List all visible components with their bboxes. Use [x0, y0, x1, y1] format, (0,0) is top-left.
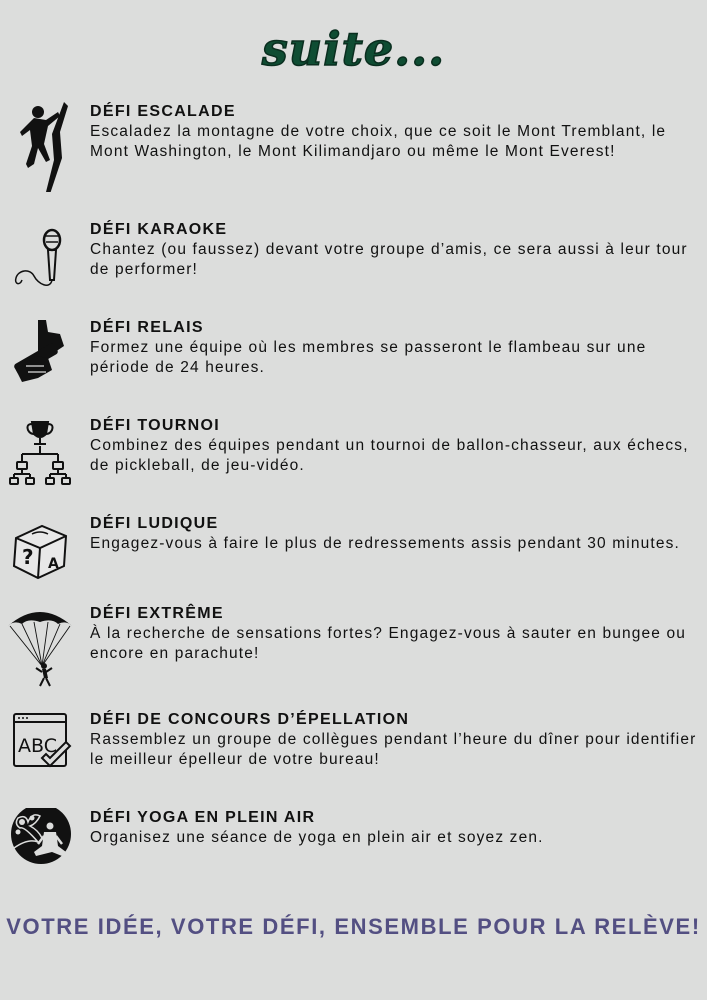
list-item: [0, 220, 707, 312]
item-description: Rassemblez un groupe de collègues pendant l’heure du dîner pour identifier le meilleur épelleur de votre bureau!: [90, 731, 697, 768]
list-item: [0, 710, 707, 802]
list-item: [0, 416, 707, 508]
item-heading: DÉFI KARAOKE: [90, 221, 228, 238]
list-item: [0, 318, 707, 410]
microphone-icon: [8, 220, 74, 310]
item-heading: DÉFI YOGA EN PLEIN AIR: [90, 809, 316, 826]
question-dice-icon: [8, 514, 74, 604]
list-item: [0, 102, 707, 194]
tournament-bracket-icon: [8, 416, 74, 506]
svg-text:?: ?: [22, 545, 34, 569]
item-description: Engagez-vous à faire le plus de redressements assis pendant 30 minutes.: [90, 535, 680, 552]
page-title: suite...: [261, 22, 446, 76]
list-item: [0, 808, 707, 900]
item-heading: DÉFI ESCALADE: [90, 103, 236, 120]
parachute-icon: [8, 604, 74, 694]
abc-checkmark-icon: [8, 710, 74, 800]
item-description: À la recherche de sensations fortes? Engagez-vous à sauter en bungee ou encore en parachute!: [90, 625, 687, 662]
yoga-meditation-icon: [8, 808, 74, 898]
item-description: Chantez (ou faussez) devant votre groupe d’amis, ce sera aussi à leur tour de performer!: [90, 241, 688, 278]
svg-text:A: A: [48, 556, 59, 572]
item-description: Combinez des équipes pendant un tournoi de ballon-chasseur, aux échecs, de pickleball, de jeu-vidéo.: [90, 437, 689, 474]
svg-text:ABC: ABC: [18, 735, 57, 757]
item-heading: DÉFI TOURNOI: [90, 417, 220, 434]
list-item: [0, 514, 707, 606]
item-description: Formez une équipe où les membres se passeront le flambeau sur une période de 24 heures.: [90, 339, 647, 376]
item-heading: DÉFI DE CONCOURS D’ÉPELLATION: [90, 711, 410, 728]
item-description: Organisez une séance de yoga en plein air et soyez zen.: [90, 829, 544, 846]
relay-baton-icon: [8, 318, 74, 408]
list-item: [0, 604, 707, 696]
rock-climber-icon: [8, 102, 74, 192]
item-heading: DÉFI RELAIS: [90, 319, 204, 336]
footer-slogan: VOTRE IDÉE, VOTRE DÉFI, ENSEMBLE POUR LA RELÈVE!: [6, 914, 701, 939]
item-heading: DÉFI EXTRÊME: [90, 605, 224, 622]
item-heading: DÉFI LUDIQUE: [90, 515, 219, 532]
item-description: Escaladez la montagne de votre choix, que ce soit le Mont Tremblant, le Mont Washington, le Mont Kilimandjaro ou même le Mont Everest!: [90, 123, 667, 160]
